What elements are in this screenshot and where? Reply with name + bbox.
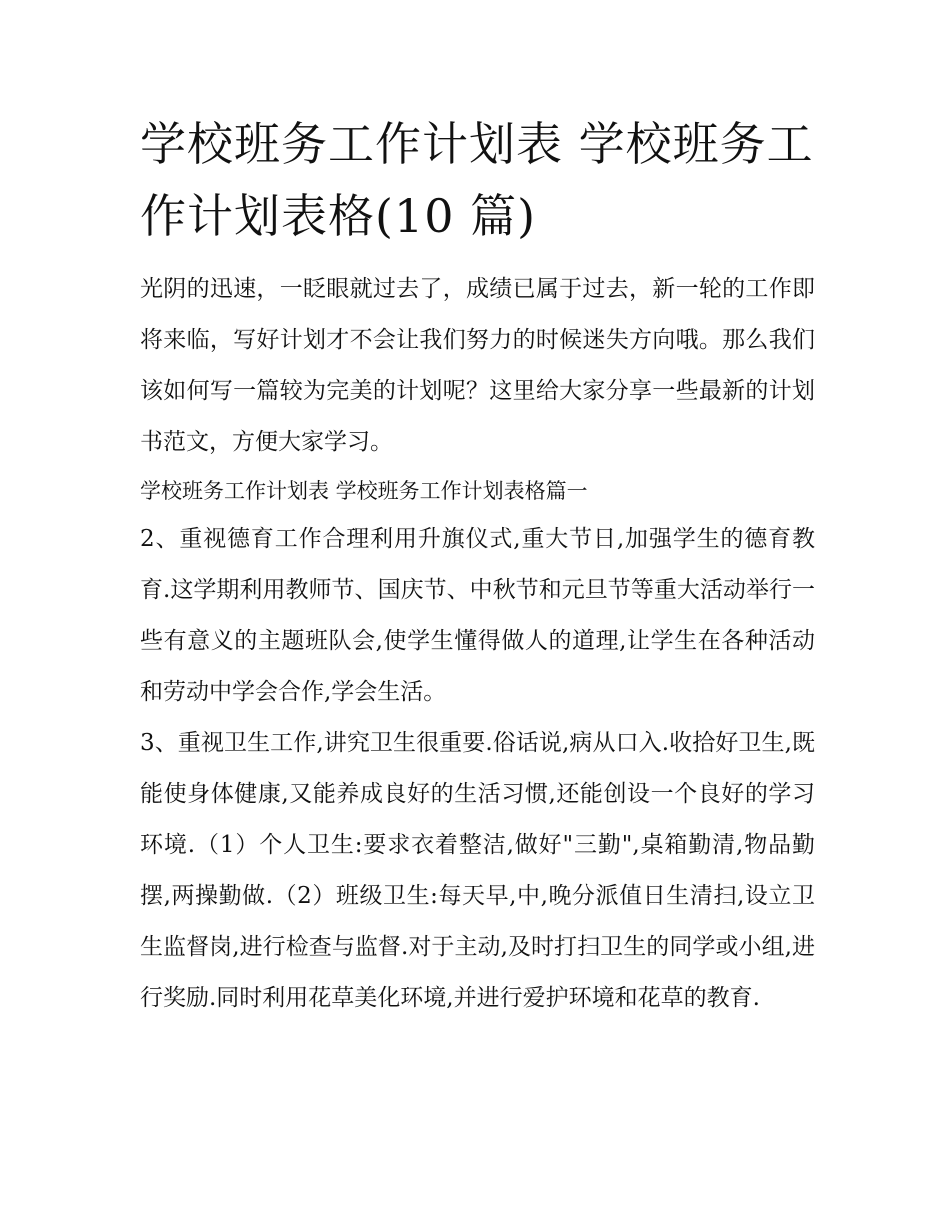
paragraph-hygiene: 3、重视卫生工作,讲究卫生很重要.俗话说,病从口入.收拾好卫生,既能使身体健康,又能养成良好的生活习惯,还能创设一个良好的学习环境.（1）个人卫生:要求衣着整洁,做好"三勤",桌箱勤清,物品勤摆,两操勤做.（2）班级卫生:每天早,中,晚分派值日生清扫,设立卫生监督岗,进行检查与监督.对于主动,及时打扫卫生的同学或小组,进行奖励.同时利用花草美化环境,并进行爱护环境和花草的教育. — [140, 730, 815, 1011]
document-page — [140, 108, 815, 1024]
intro-paragraph: 光阴的迅速，一眨眼就过去了，成绩已属于过去，新一轮的工作即将来临，写好计划才不会让我们努力的时候迷失方向哦。那么我们该如何写一篇较为完美的计划呢？这里给大家分享一些最新的计划书范文，方便大家学习。 — [140, 276, 815, 455]
paragraph-moral-education: 2、重视德育工作合理利用升旗仪式,重大节日,加强学生的德育教育.这学期利用教师节、国庆节、中秋节和元旦节等重大活动举行一些有意义的主题班队会,使学生懂得做人的道理,让学生在各种活动和劳动中学会合作,学会生活。 — [140, 526, 815, 705]
document-title: 学校班务工作计划表 学校班务工作计划表格(10 篇) — [140, 117, 814, 243]
section-heading: 学校班务工作计划表 学校班务工作计划表格篇一 — [140, 479, 588, 503]
